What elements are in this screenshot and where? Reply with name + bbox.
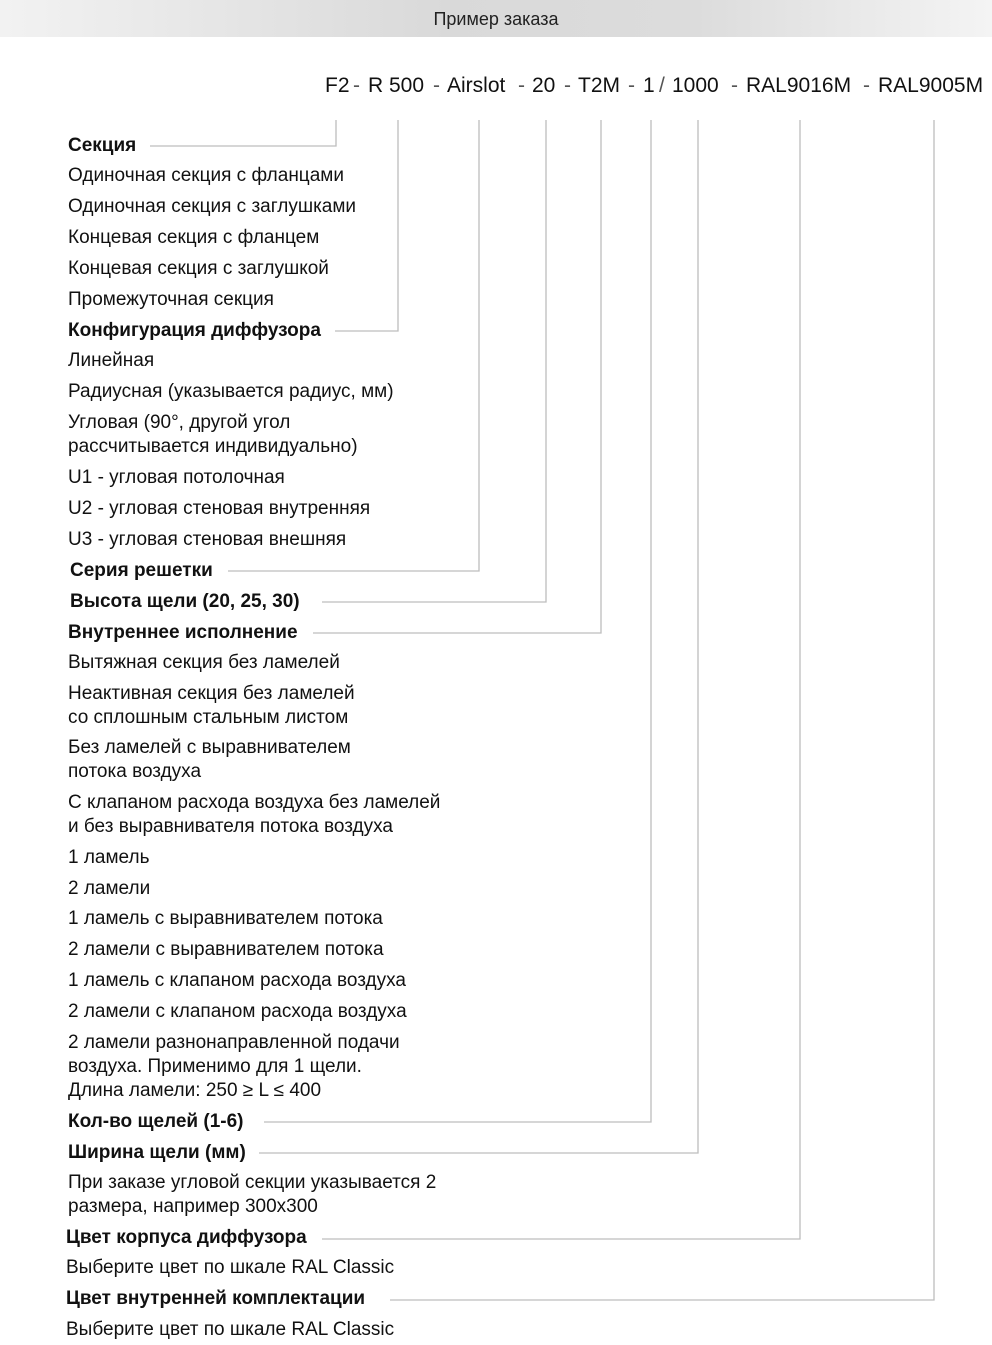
connector-height: [322, 120, 546, 602]
header-title: Пример заказа: [433, 9, 559, 29]
code-separator: -: [628, 74, 635, 97]
connector-body-color: [322, 120, 800, 1239]
connector-inner: [313, 120, 601, 633]
code-part-section: F2: [325, 74, 350, 97]
code-part-height: 20: [532, 74, 556, 97]
code-part-config: R 500: [368, 74, 425, 97]
code-slash: /: [659, 74, 665, 97]
code-separator: -: [433, 74, 440, 97]
code-part-inner: T2M: [578, 74, 620, 97]
connector-config: [335, 120, 398, 331]
code-separator: -: [353, 74, 360, 97]
code-separator: -: [564, 74, 571, 97]
connector-section: [150, 120, 336, 146]
code-part-series: Airslot: [447, 74, 506, 97]
code-separator: -: [863, 74, 870, 97]
code-part-slots: 1: [643, 74, 655, 97]
code-part-width: 1000: [672, 74, 719, 97]
code-separator: -: [731, 74, 738, 97]
code-separator: -: [518, 74, 525, 97]
code-part-body-color: RAL9016M: [746, 74, 852, 97]
code-part-inner-color: RAL9005M: [878, 74, 984, 97]
connector-inner-color: [390, 120, 934, 1300]
